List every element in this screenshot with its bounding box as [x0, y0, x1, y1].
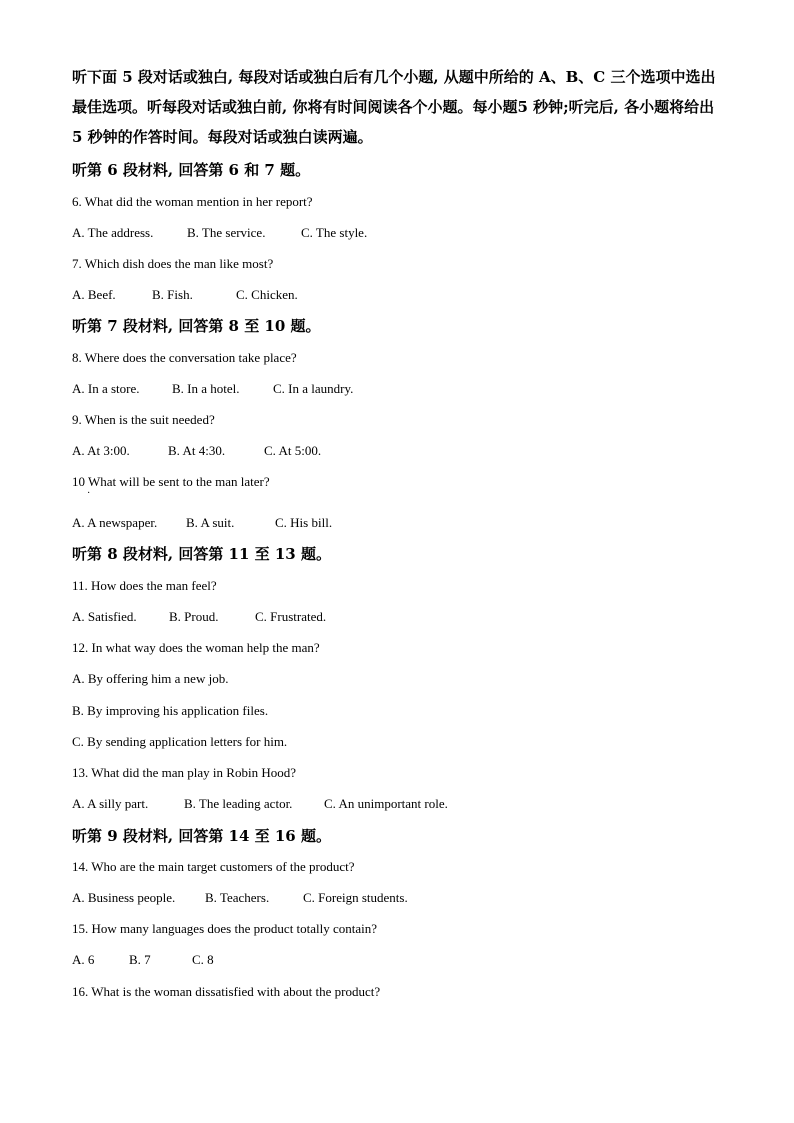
option-c: C. In a laundry. — [273, 381, 354, 396]
option-b: B. A suit. — [186, 515, 235, 530]
option-b: B. Teachers. — [205, 890, 270, 905]
option-b: B. The service. — [187, 225, 266, 240]
option-c: C. An unimportant role. — [324, 796, 448, 811]
option-c: C. Frustrated. — [255, 609, 327, 624]
option-a: A. At 3:00. — [72, 443, 130, 458]
question-13: 13. What did the man play in Robin Hood? — [72, 765, 296, 780]
question-12-option-c: C. By sending application letters for him. — [72, 734, 288, 749]
option-c: C. At 5:00. — [264, 443, 322, 458]
option-c: C. Foreign students. — [303, 890, 408, 905]
option-b: B. In a hotel. — [172, 381, 240, 396]
instructions-paragraph: 听下面 5 段对话或独白, 每段对话或独白后有几个小题, 从题中所给的 A、B、C 三个选项中选出最佳选项。听每段对话或独白前, 你将有时间阅读各个小题。每小题5 秒钟;听完后, 各小题将给出 5 秒钟的作答时间。每段对话或独白读两遍。 — [72, 68, 716, 146]
question-9-options — [72, 443, 321, 459]
section-heading-7: 听第 7 段材料, 回答第 8 至 10 题。 — [72, 317, 321, 335]
option-a: A. A silly part. — [72, 796, 149, 811]
option-b: B. At 4:30. — [168, 443, 226, 458]
question-15-options — [72, 952, 214, 968]
question-7: 7. Which dish does the man like most? — [72, 256, 274, 271]
question-6-options — [72, 225, 367, 241]
question-12-option-b: B. By improving his application files. — [72, 703, 269, 718]
option-b: B. The leading actor. — [184, 796, 293, 811]
option-a: A. A newspaper. — [72, 515, 158, 530]
option-b: B. Proud. — [169, 609, 219, 624]
option-c: C. His bill. — [275, 515, 333, 530]
section-heading-9: 听第 9 段材料, 回答第 14 至 16 题。 — [72, 827, 331, 845]
option-a: A. In a store. — [72, 381, 140, 396]
question-6: 6. What did the woman mention in her report? — [72, 194, 313, 209]
option-b: B. 7 — [129, 952, 151, 967]
option-a: A. Business people. — [72, 890, 176, 905]
option-c: C. 8 — [192, 952, 214, 967]
stray-dot-mark: · — [87, 488, 91, 499]
option-a: A. Beef. — [72, 287, 116, 302]
question-14: 14. Who are the main target customers of the product? — [72, 859, 355, 874]
question-8: 8. Where does the conversation take place? — [72, 350, 297, 365]
option-b: B. Fish. — [152, 287, 193, 302]
document-page — [72, 62, 728, 999]
option-c: C. Chicken. — [236, 287, 298, 302]
question-12: 12. In what way does the woman help the man? — [72, 640, 320, 655]
question-14-options — [72, 890, 408, 906]
section-heading-8: 听第 8 段材料, 回答第 11 至 13 题。 — [72, 545, 331, 563]
option-a: A. 6 — [72, 952, 95, 967]
question-12-option-a: A. By offering him a new job. — [72, 671, 229, 686]
option-c: C. The style. — [301, 225, 368, 240]
question-10-options — [72, 515, 332, 531]
question-16: 16. What is the woman dissatisfied with about the product? — [72, 984, 381, 999]
option-a: A. The address. — [72, 225, 154, 240]
section-heading-6: 听第 6 段材料, 回答第 6 和 7 题。 — [72, 161, 311, 179]
option-a: A. Satisfied. — [72, 609, 137, 624]
question-15: 15. How many languages does the product totally contain? — [72, 921, 378, 936]
question-11-options — [72, 609, 326, 625]
question-7-options — [72, 287, 298, 303]
question-10: 10 What will be sent to the man later? — [72, 474, 270, 489]
question-9: 9. When is the suit needed? — [72, 412, 215, 427]
question-11: 11. How does the man feel? — [72, 578, 217, 593]
question-13-options — [72, 796, 448, 812]
question-8-options — [72, 381, 353, 397]
